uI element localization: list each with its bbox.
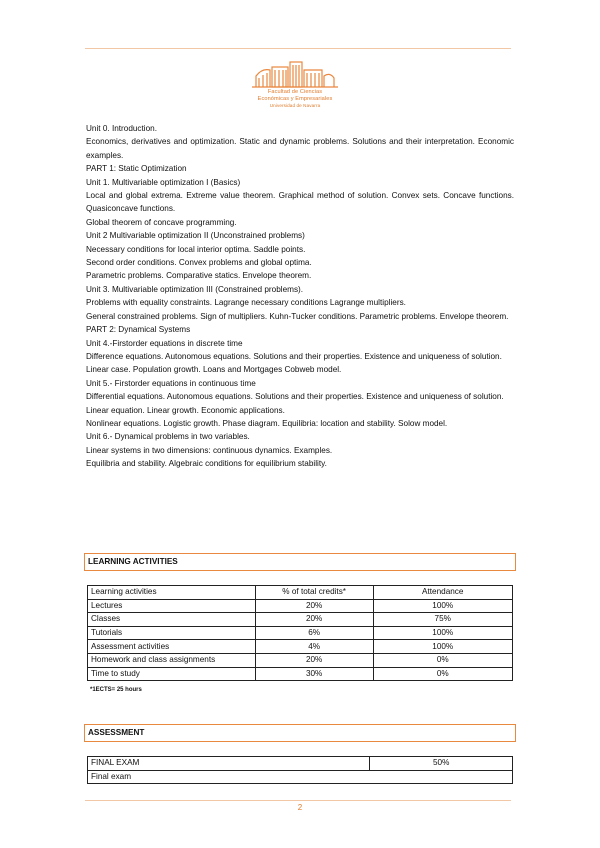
logo-line-3: Universidad de Navarra: [269, 103, 321, 108]
final-exam-description: Final exam: [88, 770, 513, 784]
activity-cell: Lectures: [88, 599, 256, 613]
syllabus-line: Necessary conditions for local interior optima. Saddle points.: [86, 244, 306, 254]
syllabus-line: Differential equations. Autonomous equations. Solutions and their properties. Existence and uniqueness of solution.: [86, 392, 504, 402]
attendance-cell: 100%: [373, 599, 513, 613]
header-rule: [85, 48, 511, 49]
syllabus-line: PART 1: Static Optimization: [86, 164, 187, 174]
column-header-attendance: Attendance: [373, 586, 513, 600]
credits-cell: 30%: [255, 667, 373, 681]
syllabus-line: Unit 4.-Firstorder equations in discrete time: [86, 338, 243, 348]
syllabus-line: Unit 3. Multivariable optimization III (Constrained problems).: [86, 284, 304, 294]
column-header-credits: % of total credits*: [255, 586, 373, 600]
syllabus-line: Second order conditions. Convex problems and global optima.: [86, 258, 312, 268]
table-row: [88, 599, 513, 613]
syllabus-line: Problems with equality constraints. Lagrange necessary conditions Lagrange multipliers.: [86, 298, 406, 308]
credits-cell: 6%: [255, 626, 373, 640]
attendance-cell: 0%: [373, 667, 513, 681]
activity-cell: Assessment activities: [88, 640, 256, 654]
attendance-cell: 75%: [373, 613, 513, 627]
syllabus-line: Equilibria and stability. Algebraic conditions for equilibrium stability.: [86, 459, 327, 469]
assessment-table: [87, 756, 513, 784]
attendance-cell: 100%: [373, 626, 513, 640]
activity-cell: Classes: [88, 613, 256, 627]
syllabus-line: PART 2: Dynamical Systems: [86, 325, 191, 335]
attendance-cell: 100%: [373, 640, 513, 654]
syllabus-line: Global theorem of concave programming.: [86, 217, 237, 227]
syllabus-line: Unit 2 Multivariable optimization II (Unconstrained problems): [86, 231, 305, 241]
credits-cell: 20%: [255, 653, 373, 667]
learning-activities-table: [87, 585, 513, 681]
syllabus-line: General constrained problems. Sign of multipliers. Kuhn-Tucker conditions. Parametric problems. Envelope theorem.: [86, 311, 509, 321]
attendance-cell: 0%: [373, 653, 513, 667]
column-header-activity: Learning activities: [88, 586, 256, 600]
logo-line-2: Económicas y Empresariales: [257, 96, 333, 102]
faculty-logo: [250, 58, 340, 114]
table-row: [88, 640, 513, 654]
final-exam-label: FINAL EXAM: [88, 757, 370, 771]
table-row: [88, 613, 513, 627]
syllabus-line: Nonlinear equations. Logistic growth. Phase diagram. Equilibria: location and stability. Solow model.: [86, 418, 448, 428]
syllabus-line: Unit 1. Multivariable optimization I (Basics): [86, 177, 241, 187]
table-header-row: [88, 586, 513, 600]
building-icon: [250, 58, 340, 88]
syllabus-line: Unit 0. Introduction.: [86, 124, 157, 133]
credits-cell: 20%: [255, 613, 373, 627]
activity-cell: Time to study: [88, 667, 256, 681]
learning-activities-heading: LEARNING ACTIVITIES: [84, 553, 516, 571]
footer-rule: [85, 800, 511, 801]
syllabus-line: Linear systems in two dimensions: continuous dynamics. Examples.: [86, 445, 333, 455]
syllabus-line: Local and global extrema. Extreme value theorem. Graphical method of solution. Convex sets. Concave functions. Quasiconcave functions.: [86, 191, 514, 214]
activity-cell: Homework and class assignments: [88, 653, 256, 667]
table-row: [88, 626, 513, 640]
logo-line-1: Facultad de Ciencias: [267, 89, 323, 95]
syllabus-line: Unit 6.- Dynamical problems in two variables.: [86, 432, 250, 442]
table-row: [88, 770, 513, 784]
final-exam-weight: 50%: [370, 757, 513, 771]
syllabus-line: Linear case. Population growth. Loans and Mortgages Cobweb model.: [86, 365, 342, 375]
syllabus-line: Parametric problems. Comparative statics. Envelope theorem.: [86, 271, 312, 281]
ects-note: *1ECTS= 25 hours: [90, 687, 142, 693]
table-row: [88, 757, 513, 771]
page-number: 2: [297, 803, 303, 812]
syllabus-line: Economics, derivatives and optimization. Static and dynamic problems. Solutions and their interpretation. Economic examples.: [86, 137, 514, 160]
syllabus-content: [86, 122, 514, 471]
syllabus-line: Unit 5.- Firstorder equations in continuous time: [86, 378, 256, 388]
syllabus-line: Linear equation. Linear growth. Economic applications.: [86, 405, 285, 415]
credits-cell: 4%: [255, 640, 373, 654]
table-row: [88, 667, 513, 681]
credits-cell: 20%: [255, 599, 373, 613]
table-row: [88, 653, 513, 667]
syllabus-line: Difference equations. Autonomous equations. Solutions and their properties. Existence and uniqueness of solution.: [86, 351, 502, 361]
assessment-heading: ASSESSMENT: [84, 724, 516, 742]
activity-cell: Tutorials: [88, 626, 256, 640]
